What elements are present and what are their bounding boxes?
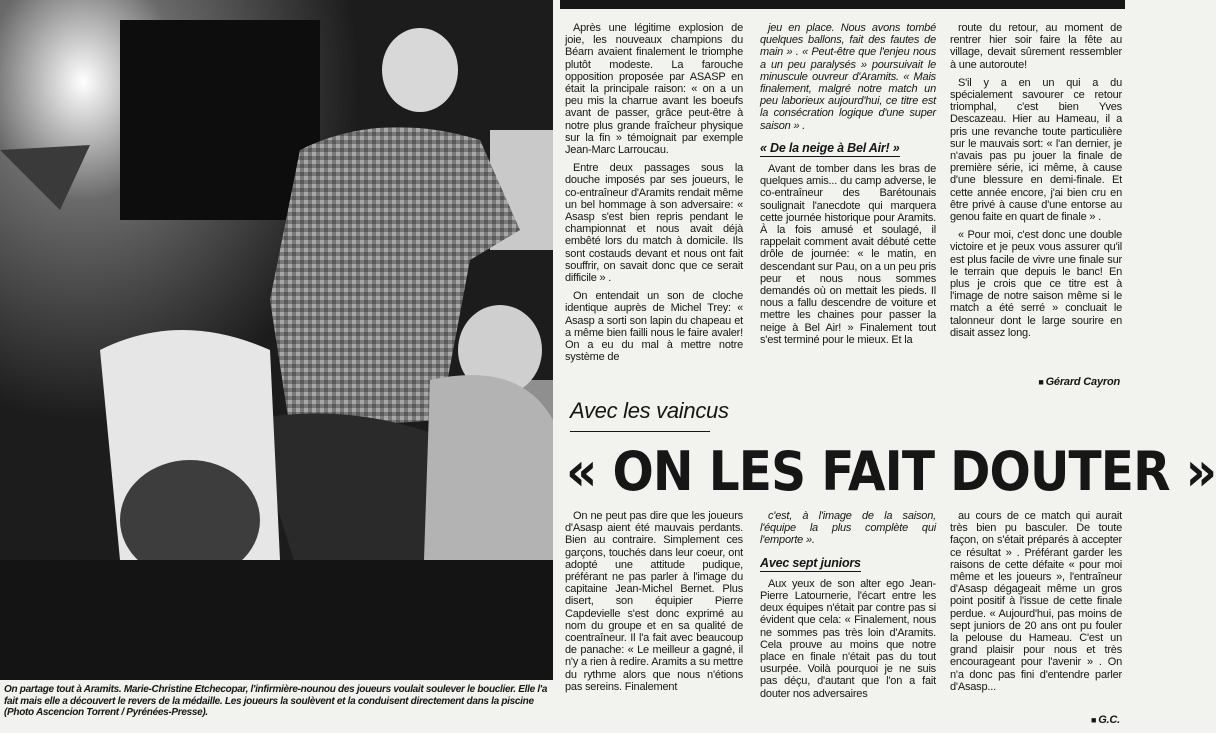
subheading: Avec sept juniors — [760, 557, 861, 572]
headline: « ON LES FAIT DOUTER » — [566, 440, 1216, 503]
article2-column-2 — [760, 510, 936, 706]
paragraph: Avant de tomber dans les bras de quelques amis... du camp adverse, le co-entraîneur des Barétounais soulignait l'anecdote qui marquera cette journée historique pour Aramits. À la fois amusé et soulagé, il rappelait comment avait débuté cette drôle de journée: « le matin, en descendant sur Pau, on a un peu pris peur et nous nous sommes demandés où on mettait les pieds. Il nous a fallu descendre de voiture et mettre les chaines pour passer la neige à Bel Air! » Finalement tout s'est terminé pour le mieux. Et la — [760, 163, 936, 346]
article2-column-3 — [950, 510, 1122, 699]
kicker-rule — [570, 431, 710, 432]
photo-caption: On partage tout à Aramits. Marie-Christine Etchecopar, l'infirmière-nounou des joueurs voulait soulever le bouclier. Elle l'a fait mais elle a découvert le revers de la médaille. Les joueurs la soulèvent et la conduisent directement dans la piscine (Photo Ascencion Torrent / Pyrénées-Presse). — [4, 684, 548, 718]
article1-column-2 — [760, 22, 936, 352]
paragraph: route du retour, au moment de rentrer hier soir faire la fête au village, devait sûrement ressembler à une autoroute! — [950, 22, 1122, 71]
author-signature: ■ G.C. — [960, 714, 1120, 726]
paragraph: On ne peut pas dire que les joueurs d'Asasp aient été mauvais perdants. Bien au contraire. Simplement ces garçons, touchés dans leur coeur, ont adopté une attitude pudique, préférant ne pas parler à l'image du capitaine Jean-Michel Bernet. Plus disert, son équipier Pierre Capdevielle s'est donc exprimé au nom du groupe et en sa qualité de coentraîneur. Il l'a fait avec beaucoup de panache: « Le meilleur a gagné, il n'y a rien à redire. Aramits a su mettre du rythme alors que nous n'étions pas sereins. Finalement — [565, 510, 743, 693]
article2-column-1 — [565, 510, 743, 699]
paragraph: Entre deux passages sous la douche imposés par ses joueurs, le co-entraîneur d'Aramits rendait même un bel hommage à son adversaire: « Asasp s'est bien repris pendant le championnat et nous avait déjà embêté lors du match à domicile. Ils sont costauds devant et nous ont fait souffrir, on savait donc que ce serait difficile » . — [565, 162, 743, 285]
paragraph: au cours de ce match qui aurait très bien pu basculer. De toute façon, on s'était préparés à accepter ce résultat » . Préférant garder les raisons de cette défaite « pour moi même et les joueurs », l'entraîneur d'Asasp dégageait même un gros point positif à l'issue de cette finale perdue. « Aujourd'hui, pas moins de sept juniors de 20 ans ont pu fouler la pelouse du Hameau. C'est un grand plaisir pour nous et très encourageant pour l'avenir » . On n'a donc pas fini d'entendre parler d'Asasp... — [950, 510, 1122, 693]
author-signature: ■ Gérard Cayron — [960, 376, 1120, 388]
paragraph: Après une légitime explosion de joie, les nouveaux champions du Béarn avaient finalement le triomphe plutôt modeste. La farouche opposition proposée par ASASP en était la principale raison: « on a un peu mis la charrue avant les boeufs avant de passer, grâce peut-être à notre plus grande fraîcheur physique sur la fin » témoignait par exemple Jean-Marc Larroucau. — [565, 22, 743, 157]
article1-column-1 — [565, 22, 743, 369]
paragraph: c'est, à l'image de la saison, l'équipe la plus complète qui l'emporte ». — [760, 510, 936, 547]
header-strip — [560, 0, 1125, 9]
paragraph: On entendait un son de cloche identique auprès de Michel Trey: « Asasp a sorti son lapin du chapeau et a même bien failli nous le faire avaler! On a eu du mal à mettre notre système de — [565, 290, 743, 364]
paragraph: « Pour moi, c'est donc une double victoire et je peux vous assurer qu'il est plus facile de vivre une finale sur le terrain que depuis le banc! En plus je crois que ce titre est à l'image de notre saison même si le match a été serré » concluait le talonneur dont le large sourire en disait assez long. — [950, 229, 1122, 339]
paragraph: S'il y a en un qui a du spécialement savourer ce retour triomphal, c'est bien Yves Descazeau. Hier au Hameau, il a pris une revanche toute particulière sur le mauvais sort: « l'an dernier, je n'avais pas pu jouer la finale de première série, ici même, à cause d'une blessure en demi-finale. Et cette année encore, j'ai bien cru en être privé à cause d'une entorse au genou faite en quart de finale » . — [950, 76, 1122, 224]
subheading: « De la neige à Bel Air! » — [760, 142, 900, 157]
article1-column-3 — [950, 22, 1122, 345]
paragraph: jeu en place. Nous avons tombé quelques ballons, fait des fautes de main » . « Peut-être que l'enjeu nous a un peu paralysés » poursuivait le minuscule ouvreur d'Aramits. « Mais finalement, malgré notre match un peu laborieux aujourd'hui, ce titre est la consécration logique d'une super saison » . — [760, 22, 936, 132]
news-photo — [0, 0, 553, 680]
kicker: Avec les vaincus — [570, 398, 729, 423]
paragraph: Aux yeux de son alter ego Jean-Pierre Latournerie, l'écart entre les deux équipes n'était par contre pas si évident que cela: « Finalement, nous ne sommes pas très loin d'Aramits. Cela prouve au moins que notre place en finale n'était pas du tout usurpée. Voilà pourquoi je ne suis pas déçu, d'autant que l'on a fait douter nos adversaires — [760, 577, 936, 700]
